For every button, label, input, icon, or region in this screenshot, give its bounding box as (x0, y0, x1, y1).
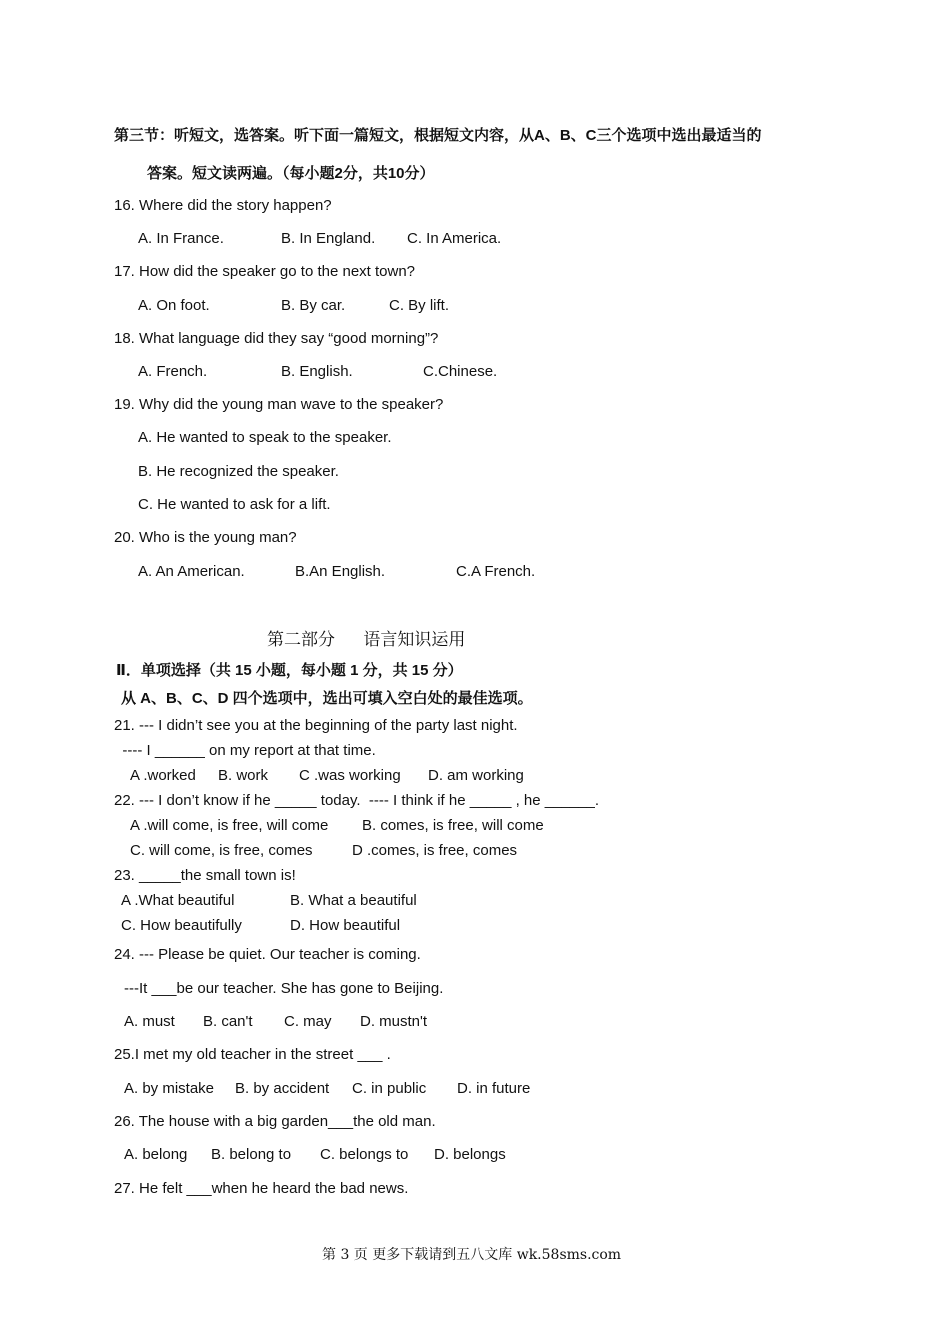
option-17a: A. On foot. (138, 297, 210, 314)
question-18: 18. What language did they say “good morning”? (114, 330, 439, 347)
option-18a: A. French. (138, 363, 208, 380)
option-21d: D. am working (428, 767, 524, 784)
option-22b: B. comes, is free, will come (362, 817, 544, 834)
question-23: 23. _____the small town is! (114, 867, 296, 884)
option-25d: D. in future (457, 1080, 531, 1097)
question-21-reply: ---- I ______ on my report at that time. (114, 742, 376, 759)
option-16b: B. In England. (281, 230, 376, 247)
option-21b: B. work (218, 767, 269, 784)
question-19: 19. Why did the young man wave to the speaker? (114, 396, 444, 413)
option-23b: B. What a beautiful (290, 892, 417, 909)
option-19c: C. He wanted to ask for a lift. (138, 496, 331, 513)
option-21c: C .was working (299, 767, 401, 784)
option-24a: A. must (124, 1013, 175, 1030)
question-25: 25.I met my old teacher in the street ___ . (114, 1046, 391, 1063)
option-17c: C. By lift. (389, 297, 450, 314)
question-26: 26. The house with a big garden___the old man. (114, 1113, 436, 1130)
section-title-line2: 答案。短文读两遍。（每小题2分，共10分） (147, 165, 435, 182)
option-16a: A. In France. (138, 230, 224, 247)
option-19b: B. He recognized the speaker. (138, 463, 339, 480)
question-24-reply: ---It ___be our teacher. She has gone to Beijing. (124, 980, 444, 997)
option-23d: D. How beautiful (290, 917, 401, 934)
option-26c: C. belongs to (320, 1146, 409, 1163)
option-20c: C.A French. (456, 563, 536, 580)
option-24c: C. may (284, 1013, 332, 1030)
option-20a: A. An American. (138, 563, 245, 580)
question-16: 16. Where did the story happen? (114, 197, 332, 214)
option-22a: A .will come, is free, will come (130, 817, 329, 834)
option-23a: A .What beautiful (121, 892, 235, 909)
option-17b: B. By car. (281, 297, 346, 314)
option-26b: B. belong to (211, 1146, 292, 1163)
option-24d: D. mustn't (360, 1013, 428, 1030)
option-18c: C.Chinese. (423, 363, 498, 380)
option-24b: B. can't (203, 1013, 253, 1030)
question-24: 24. --- Please be quiet. Our teacher is coming. (114, 946, 421, 963)
option-26a: A. belong (124, 1146, 188, 1163)
option-25b: B. by accident (235, 1080, 330, 1097)
question-27: 27. He felt ___when he heard the bad news. (114, 1180, 409, 1197)
part2-title: 第二部分 语言知识运用 (267, 630, 466, 649)
option-26d: D. belongs (434, 1146, 506, 1163)
option-21a: A .worked (130, 767, 196, 784)
option-25c: C. in public (352, 1080, 427, 1097)
option-23c: C. How beautifully (121, 917, 242, 934)
part2-instruction: 从 A、B、C、D 四个选项中，选出可填入空白处的最佳选项。 (121, 690, 533, 707)
question-22: 22. --- I don’t know if he _____ today. ---- I think if he _____ , he ______. (114, 792, 600, 809)
option-16c: C. In America. (407, 230, 502, 247)
option-22c: C. will come, is free, comes (130, 842, 313, 859)
option-20b: B.An English. (295, 563, 386, 580)
question-21: 21. --- I didn’t see you at the beginning of the party last night. (114, 717, 518, 734)
option-19a: A. He wanted to speak to the speaker. (138, 429, 392, 446)
section-title-line1: 第三节：听短文，选答案。听下面一篇短文，根据短文内容，从A、B、C三个选项中选出最适当的 (114, 127, 762, 144)
option-25a: A. by mistake (124, 1080, 215, 1097)
question-17: 17. How did the speaker go to the next town? (114, 263, 416, 280)
option-18b: B. English. (281, 363, 353, 380)
question-20: 20. Who is the young man? (114, 529, 297, 546)
option-22d: D .comes, is free, comes (352, 842, 518, 859)
page-footer: 第 3 页 更多下载请到五八文库 wk.58sms.com (322, 1247, 622, 1263)
part2-heading: Ⅱ．单项选择（共 15 小题，每小题 1 分，共 15 分） (116, 662, 463, 679)
